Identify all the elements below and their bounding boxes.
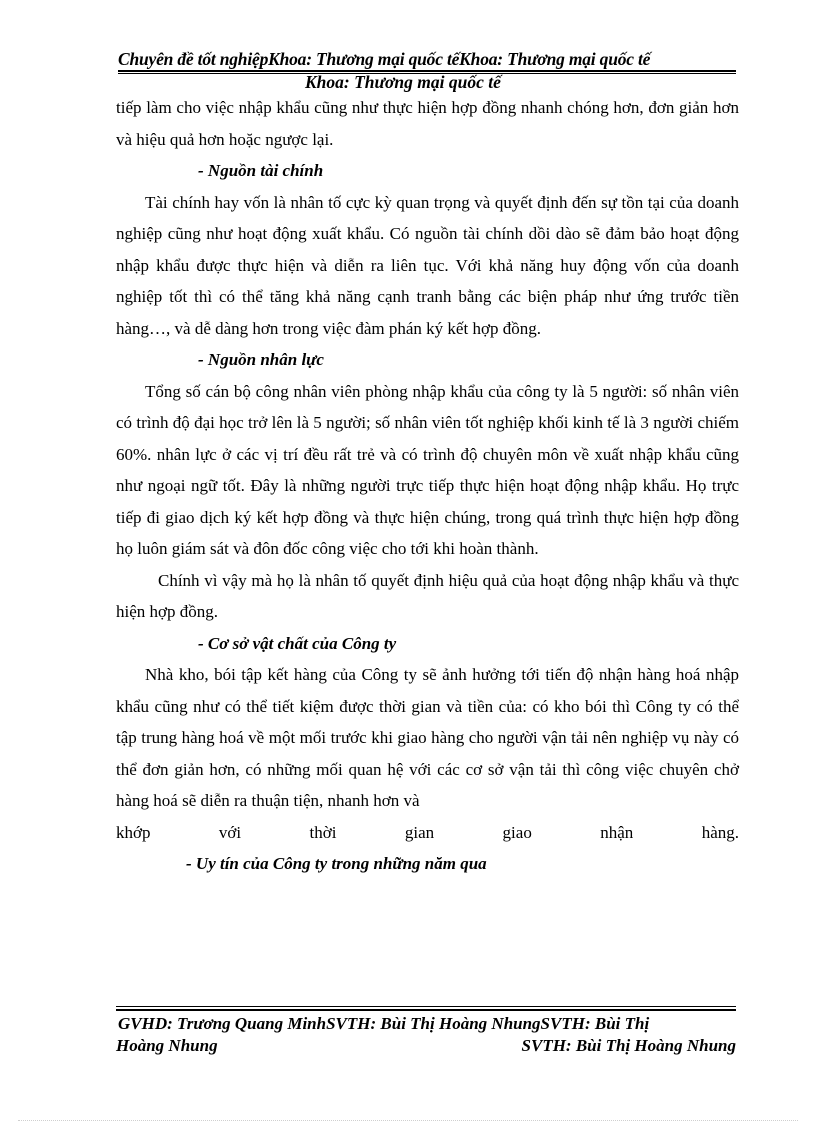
paragraph-5: Nhà kho, bói tập kết hàng của Công ty sẽ ảnh hưởng tới tiến độ nhận hàng hoá nhập khẩu cũng như có thể tiết kiệm được thời gian và tiền của: có kho bói thì Công ty có thể tập trung hàng hoá về một mối trước khi giao hàng cho người vận tải nên nghiệp vụ này có thể đơn giản hơn, có những mối quan hệ với các cơ sở vận tải thì công việc chuyên chở hàng hoá sẽ diễn ra thuận tiện, nhanh hơn và	[116, 665, 739, 810]
header-subtitle: Khoa: Thương mại quốc tế	[305, 72, 501, 92]
paragraph-2: Tài chính hay vốn là nhân tố cực kỳ quan trọng và quyết định đến sự tồn tại của doanh nghiệp cũng như hoạt động xuất khẩu. Có nguồn tài chính dồi dào sẽ đảm bảo hoạt động nhập khẩu được thực hiện và diễn ra liên tục. Với khả năng huy động vốn của doanh nghiệp tốt thì có thể tăng khả năng cạnh tranh bằng các biện pháp như ứng trước tiền hàng…, và dễ dàng hơn trong việc đàm phán ký kết hợp đồng.	[116, 192, 739, 338]
paragraph-5-last-line: khớp với thời gian giao nhận hàng.	[116, 822, 739, 842]
page-header	[118, 48, 736, 92]
paragraph-3: Tổng số cán bộ công nhân viên phòng nhập khẩu của công ty là 5 người: số nhân viên có trình độ đại học trở lên là 5 người; số nhân viên tốt nghiệp khối kinh tế là 3 người chiếm 60%. nhân lực ở các vị trí đều rất trẻ và có trình độ chuyên môn về xuất nhập khẩu cũng như ngoại ngữ tốt. Đây là những người trực tiếp thực hiện hoạt động nhập khẩu. Họ trực tiếp đi giao dịch ký kết hợp đồng và thực hiện chúng, trong quá trình thực hiện hợp đồng họ luôn giám sát và đôn đốc công việc cho tới khi hoàn thành.	[116, 381, 739, 558]
footer-line-1: GVHD: Trương Quang MinhSVTH: Bùi Thị Hoàng NhungSVTH: Bùi Thị	[118, 1014, 650, 1033]
paragraph-1: tiếp làm cho việc nhập khẩu cũng như thực hiện hợp đồng nhanh chóng hơn, đơn giản hơn và hiệu quả hơn hoặc ngược lại.	[116, 98, 739, 149]
paragraph-4: Chính vì vậy mà họ là nhân tố quyết định hiệu quả của hoạt động nhập khẩu và thực hiện hợp đồng.	[116, 570, 739, 621]
heading-finance: - Nguồn tài chính	[198, 161, 324, 180]
header-title: Chuyên đề tốt nghiệpKhoa: Thương mại quốc tếKhoa: Thương mại quốc tế	[118, 49, 651, 69]
heading-facilities: - Cơ sở vật chất của Công ty	[198, 633, 397, 653]
footer-left-text: Hoàng Nhung	[116, 1036, 218, 1055]
page-footer	[116, 1006, 736, 1055]
page-edge-divider	[18, 1120, 798, 1121]
document-body	[116, 92, 739, 880]
heading-human-resources: - Nguồn nhân lực	[198, 350, 324, 369]
heading-reputation: - Uy tín của Công ty trong những năm qua	[186, 854, 487, 873]
footer-right-text: SVTH: Bùi Thị Hoàng Nhung	[521, 1036, 736, 1055]
footer-rule	[116, 1006, 736, 1011]
